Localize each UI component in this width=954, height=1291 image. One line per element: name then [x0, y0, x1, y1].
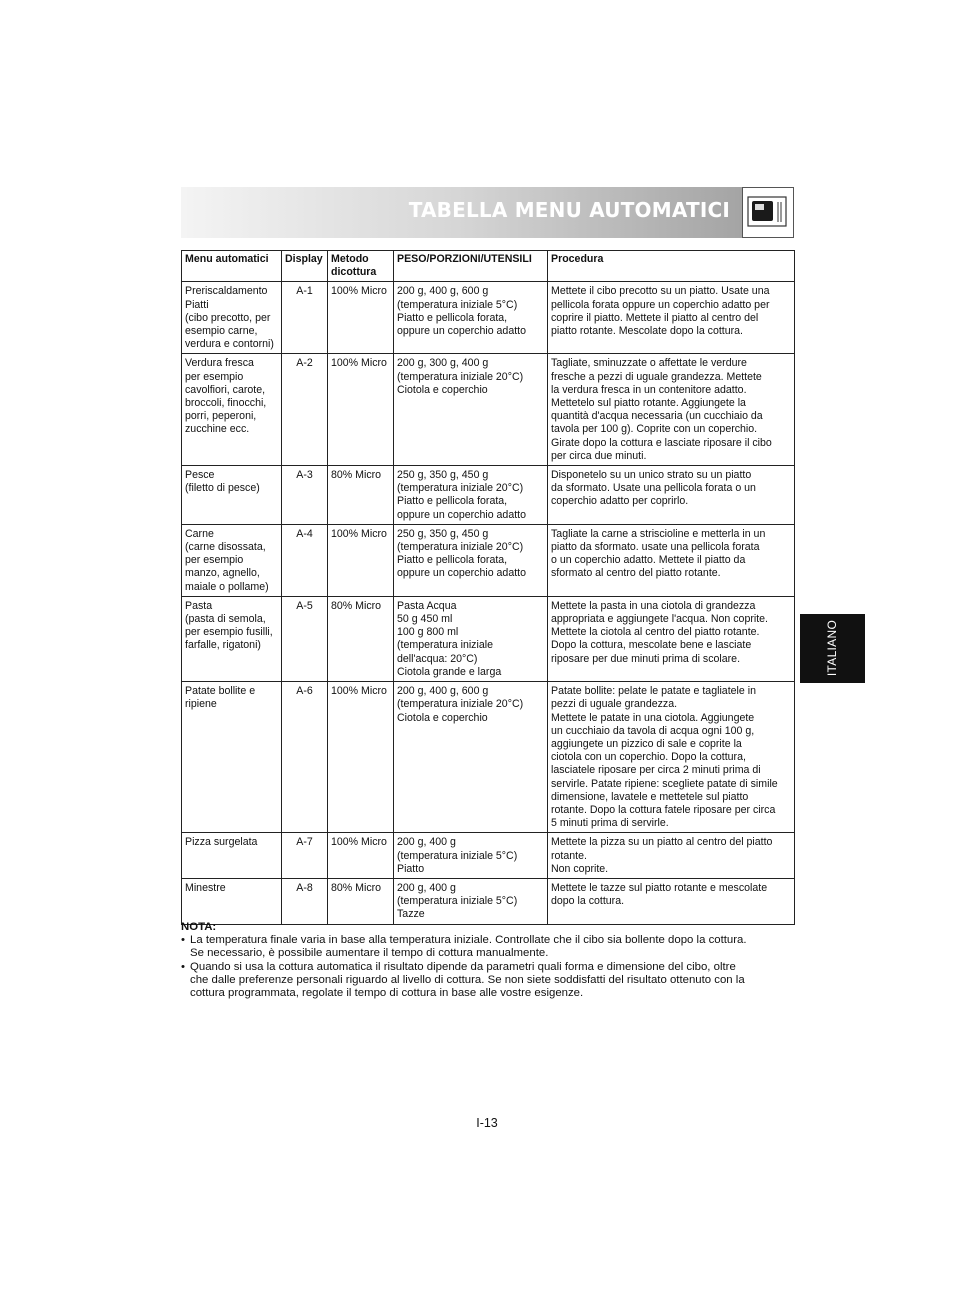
- note-item: • La temperatura finale varia in base alla temperatura iniziale. Controllate che il cibo sia bollente dopo la cottura. Se necessario, è possibile aumentare il tempo di cottura manualmente.: [181, 934, 747, 960]
- table-row: [182, 466, 795, 525]
- cell-method: 80% Micro: [328, 466, 394, 525]
- cell-display: A-4: [282, 524, 328, 596]
- cell-method: 100% Micro: [328, 282, 394, 354]
- cell-procedure: Disponetelo su un unico strato su un piatto da sformato. Usate una pellicola forata o un coperchio adatto per coprirlo.: [548, 466, 795, 525]
- page-header: [181, 187, 794, 238]
- cell-display: A-2: [282, 354, 328, 466]
- cell-weight: 200 g, 400 g, 600 g (temperatura iniziale 20°C) Ciotola e coperchio: [394, 682, 548, 833]
- cell-weight: 200 g, 400 g, 600 g (temperatura iniziale 5°C) Piatto e pellicola forata, oppure un coperchio adatto: [394, 282, 548, 354]
- table-header-row: [182, 251, 795, 282]
- cell-weight: 250 g, 350 g, 450 g (temperatura iniziale 20°C) Piatto e pellicola forata, oppure un coperchio adatto: [394, 466, 548, 525]
- note-section: [181, 921, 795, 1000]
- cell-weight: 200 g, 400 g (temperatura iniziale 5°C) Tazze: [394, 878, 548, 924]
- table-row: [182, 354, 795, 466]
- cell-menu: Patate bollite e ripiene: [182, 682, 282, 833]
- cell-menu: Pesce (filetto di pesce): [182, 466, 282, 525]
- cell-method: 80% Micro: [328, 596, 394, 681]
- table-row: [182, 524, 795, 596]
- cell-procedure: Mettete la pasta in una ciotola di grandezza appropriata e aggiungete l'acqua. Non coprite. Mettete la ciotola al centro del piatto rotante. Dopo la cottura, mescolate bene e lasciate riposare per due minuti prima di scolare.: [548, 596, 795, 681]
- table-row: [182, 878, 795, 924]
- table-row: [182, 596, 795, 681]
- cell-procedure: Mettete le tazze sul piatto rotante e mescolate dopo la cottura.: [548, 878, 795, 924]
- col-header-weight: PESO/PORZIONI/UTENSILI: [394, 251, 548, 282]
- cell-method: 80% Micro: [328, 878, 394, 924]
- table-row: [182, 282, 795, 354]
- col-header-procedure: Procedura: [548, 251, 795, 282]
- cell-procedure: Patate bollite: pelate le patate e tagliatele in pezzi di uguale grandezza. Mettete le patate in una ciotola. Aggiungete un cucchiaio da tavola di acqua ogni 100 g, aggiungete un pizzico di sale e coprite la ciotola con un coperchio. Dopo la cottura, lasciatele riposare per circa 2 minuti prima di servirle. Patate ripiene: scegliete patate di simile dimensione, lavatele e mettetele sul piatto rotante. Dopo la cottura fatele riposare per circa 5 minuti prima di servirle.: [548, 682, 795, 833]
- cell-menu: Preriscaldamento Piatti (cibo precotto, per esempio carne, verdura e contorni): [182, 282, 282, 354]
- cell-method: 100% Micro: [328, 833, 394, 879]
- col-header-menu: Menu automatici: [182, 251, 282, 282]
- cell-procedure: Tagliate, sminuzzate o affettate le verdure fresche a pezzi di uguale grandezza. Mettete la verdura fresca in un contenitore adatto. Mettetelo sul piatto rotante. Aggiungete la quantità d'acqua necessaria (un cucchiaio da tavola per 100 g). Coprite con un coperchio. Girate dopo la cottura e lasciate riposare il cibo per circa due minuti.: [548, 354, 795, 466]
- cell-menu: Pasta (pasta di semola, per esempio fusilli, farfalle, rigatoni): [182, 596, 282, 681]
- cell-menu: Minestre: [182, 878, 282, 924]
- cell-weight: 200 g, 300 g, 400 g (temperatura iniziale 20°C) Ciotola e coperchio: [394, 354, 548, 466]
- cell-procedure: Mettete il cibo precotto su un piatto. Usate una pellicola forata oppure un coperchio adatto per coprire il piatto. Mettete il piatto al centro del piatto rotante. Mescolate dopo la cottura.: [548, 282, 795, 354]
- cell-method: 100% Micro: [328, 682, 394, 833]
- cell-weight: 250 g, 350 g, 450 g (temperatura iniziale 20°C) Piatto e pellicola forata, oppure un coperchio adatto: [394, 524, 548, 596]
- cell-menu: Verdura fresca per esempio cavolfiori, carote, broccoli, finocchi, porri, peperoni, zucchine ecc.: [182, 354, 282, 466]
- page-number: I-13: [476, 1116, 498, 1130]
- cell-display: A-6: [282, 682, 328, 833]
- cell-display: A-3: [282, 466, 328, 525]
- language-tab-label: ITALIANO: [825, 619, 839, 677]
- note-item: • Quando si usa la cottura automatica il risultato dipende da parametri quali forma e dimensione del cibo, oltre che dalle preferenze personali riguardo al livello di cottura. Se non siete soddisfatti del risultato ottenuto con la cottura programmata, regolate il tempo di cottura in base alle vostre esigenze.: [181, 960, 745, 1000]
- note-title: NOTA:: [181, 921, 217, 933]
- cell-display: A-5: [282, 596, 328, 681]
- cell-display: A-1: [282, 282, 328, 354]
- auto-menu-table: [181, 250, 795, 925]
- cell-method: 100% Micro: [328, 354, 394, 466]
- cell-menu: Carne (carne disossata, per esempio manzo, agnello, maiale o pollame): [182, 524, 282, 596]
- cell-display: A-8: [282, 878, 328, 924]
- table-row: [182, 833, 795, 879]
- cell-procedure: Mettete la pizza su un piatto al centro del piatto rotante. Non coprite.: [548, 833, 795, 879]
- cell-procedure: Tagliate la carne a striscioline e metterla in un piatto da sformato. usate una pellicola forata o un coperchio adatto. Mettete il piatto da sformato al centro del piatto rotante.: [548, 524, 795, 596]
- cell-weight: Pasta Acqua 50 g 450 ml 100 g 800 ml (temperatura iniziale dell'acqua: 20°C) Ciotola grande e larga: [394, 596, 548, 681]
- microwave-icon: [742, 187, 794, 238]
- cell-display: A-7: [282, 833, 328, 879]
- language-tab: [800, 614, 865, 683]
- col-header-display: Display: [282, 251, 328, 282]
- col-header-method: Metodo dicottura: [328, 251, 394, 282]
- cell-method: 100% Micro: [328, 524, 394, 596]
- page-title: TABELLA MENU AUTOMATICI: [408, 198, 730, 222]
- cell-weight: 200 g, 400 g (temperatura iniziale 5°C) Piatto: [394, 833, 548, 879]
- cell-menu: Pizza surgelata: [182, 833, 282, 879]
- table-row: [182, 682, 795, 833]
